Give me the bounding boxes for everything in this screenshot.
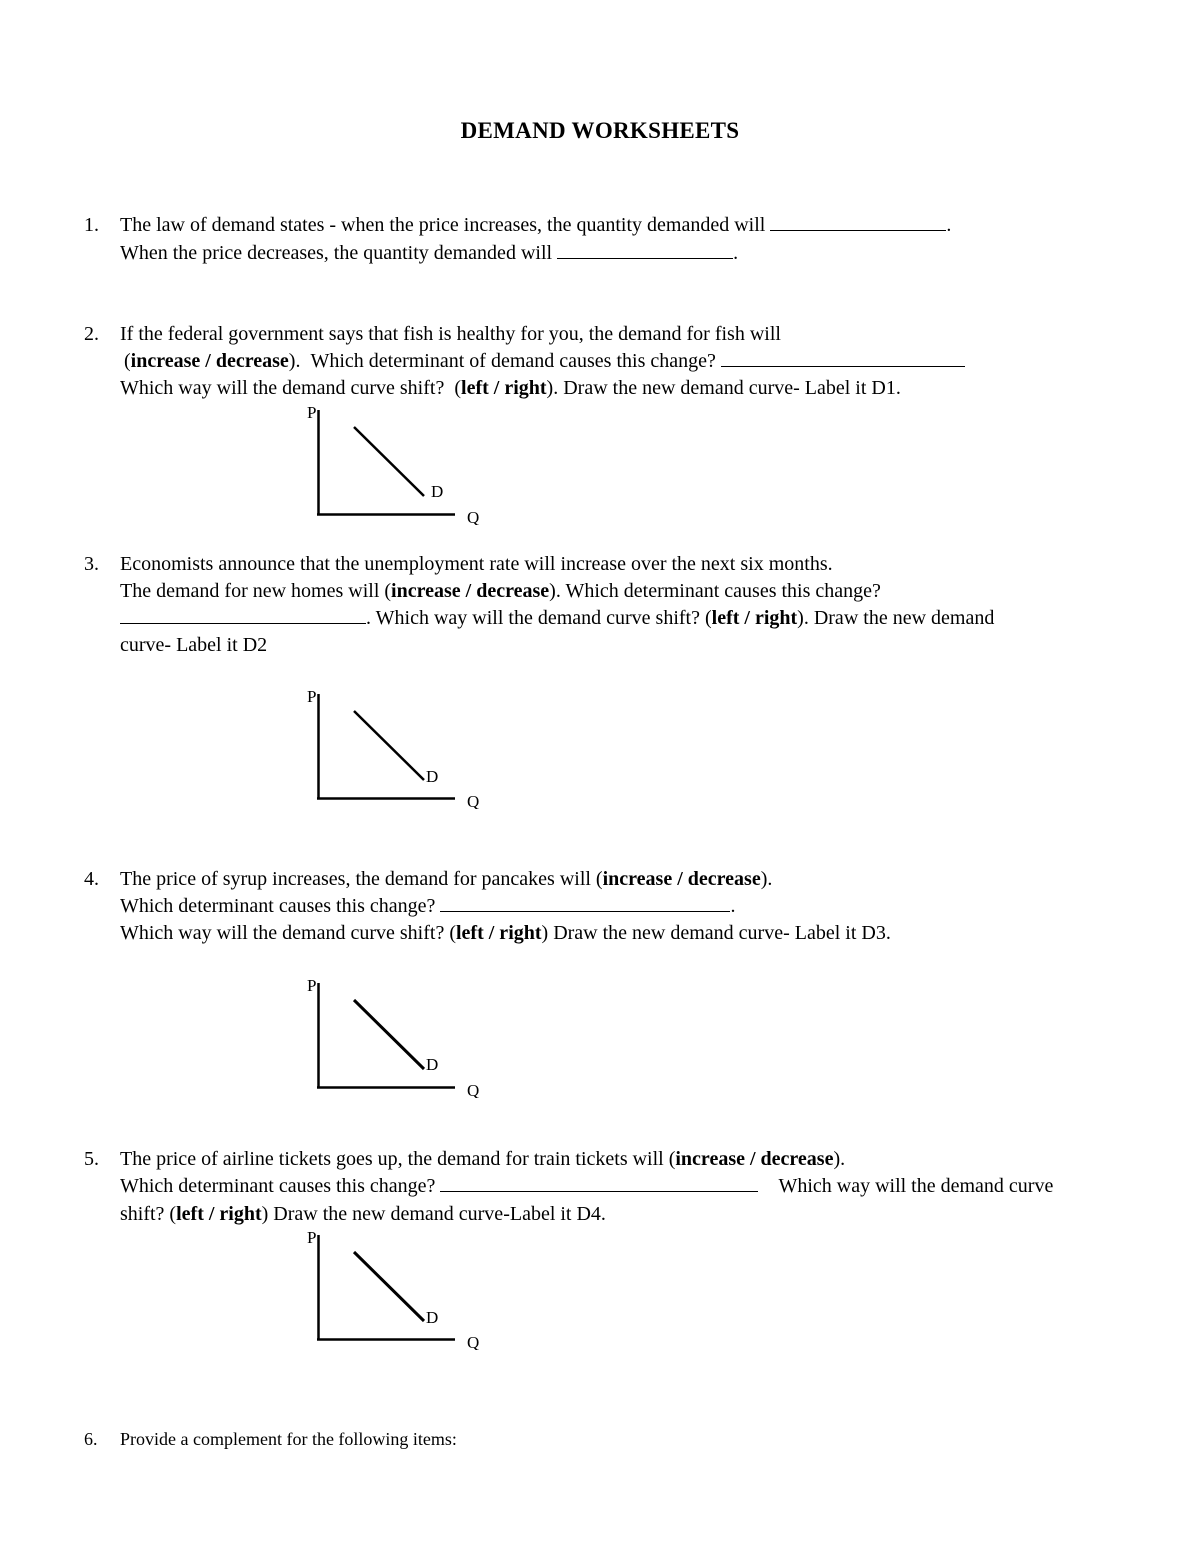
question-5-choice[interactable]: increase / decrease (675, 1148, 834, 1170)
demand-curve (354, 427, 424, 496)
question-2-text-4: Draw the new demand curve- Label it D1. (563, 377, 901, 399)
question-4-text: The price of syrup increases, the demand for pancakes will ( (120, 868, 603, 890)
price-axis-label: P (307, 976, 317, 995)
question-5-choice-2[interactable]: left / right (176, 1203, 262, 1225)
demand-curve-label: D (426, 1055, 439, 1074)
question-4-line-3 (120, 920, 891, 947)
question-5-number: 5. (84, 1148, 99, 1170)
demand-graph-2[interactable] (300, 684, 500, 809)
demand-curve (354, 711, 424, 780)
question-3-choice-2[interactable]: left / right (711, 607, 798, 629)
demand-graph-3[interactable] (300, 973, 500, 1098)
question-4-text-5: ) Draw the new demand curve- Label it D3. (541, 922, 891, 944)
question-2-line-3 (120, 375, 901, 402)
question-4-line-1 (120, 866, 772, 893)
demand-graph-1[interactable] (300, 400, 500, 525)
price-axis-label: P (307, 687, 317, 706)
question-2-line-2 (124, 348, 965, 375)
question-2-number: 2. (84, 323, 99, 345)
question-4-choice[interactable]: increase / decrease (602, 868, 761, 890)
question-3-text-5: ). Draw the new demand (797, 607, 995, 629)
paren: ( (124, 350, 131, 372)
price-axis-label: P (307, 403, 317, 422)
question-5-line-3 (120, 1201, 606, 1228)
question-3-text-2: The demand for new homes will ( (120, 580, 392, 602)
question-5-text: The price of airline tickets goes up, the demand for train tickets will ( (120, 1148, 676, 1170)
paren: ). (288, 350, 301, 372)
question-3-text: Economists announce that the unemployment rate will increase over the next six months. (120, 553, 833, 575)
paren: ( (454, 377, 462, 399)
question-4-number: 4. (84, 868, 99, 890)
question-2-text-3: Which way will the demand curve shift? (120, 377, 445, 399)
question-3-text-3: ). Which determinant causes this change? (549, 580, 881, 602)
question-4-text-2: ). (760, 868, 773, 890)
question-3-text-6: curve- Label it D2 (120, 634, 268, 656)
question-5-line-1 (120, 1146, 845, 1173)
question-4-text-4: Which way will the demand curve shift? ( (120, 922, 456, 944)
quantity-axis-label: Q (467, 508, 480, 525)
question-2-answer-blank[interactable] (721, 348, 965, 367)
question-4-answer-blank[interactable] (440, 893, 730, 912)
price-axis-label: P (307, 1228, 317, 1247)
question-5-text-2: ). (833, 1148, 846, 1170)
question-6-number: 6. (84, 1429, 98, 1449)
question-3-line-3 (120, 605, 994, 632)
question-6-text: Provide a complement for the following items: (120, 1429, 457, 1449)
demand-curve-label: D (431, 482, 444, 501)
question-4-text-3: Which determinant causes this change? (120, 895, 436, 917)
question-5-text-5: shift? ( (120, 1203, 177, 1225)
question-3-choice[interactable]: increase / decrease (391, 580, 550, 602)
demand-curve (354, 1252, 424, 1321)
question-3-line-4 (120, 632, 267, 659)
question-2-choice[interactable]: increase / decrease (130, 350, 289, 372)
question-2-text: If the federal government says that fish is healthy for you, the demand for fish will (120, 323, 781, 345)
question-5-text-4: Which way will the demand curve (778, 1175, 1054, 1197)
question-1-text: The law of demand states - when the price increases, the quantity demanded will (120, 214, 766, 236)
question-5-line-2 (120, 1173, 1053, 1200)
paren: ). (546, 377, 559, 399)
question-2-text-2: Which determinant of demand causes this change? (310, 350, 716, 372)
question-1-line-2 (120, 240, 738, 267)
question-1-number: 1. (84, 214, 99, 236)
question-3-text-4: . Which way will the demand curve shift? ( (366, 607, 712, 629)
question-6-line-1 (120, 1426, 457, 1453)
question-5-text-3: Which determinant causes this change? (120, 1175, 436, 1197)
question-3-number: 3. (84, 553, 99, 575)
page-title: DEMAND WORKSHEETS (460, 118, 740, 143)
demand-curve-label: D (426, 767, 439, 786)
question-4-choice-2[interactable]: left / right (456, 922, 542, 944)
question-1-answer-blank-1[interactable] (770, 212, 946, 231)
period: . (733, 242, 739, 264)
question-5-text-6: ) Draw the new demand curve-Label it D4. (261, 1203, 606, 1225)
question-3-line-2 (120, 578, 881, 605)
question-4-line-2: Which determinant causes this change? . (120, 895, 736, 917)
question-1-answer-blank-2[interactable] (557, 240, 733, 259)
quantity-axis-label: Q (467, 1333, 480, 1350)
question-3-answer-blank[interactable] (120, 605, 366, 624)
demand-graph-4[interactable] (300, 1225, 500, 1350)
period: . (946, 214, 952, 236)
demand-curve-label: D (426, 1308, 439, 1327)
quantity-axis-label: Q (467, 1081, 480, 1098)
demand-curve (354, 1000, 424, 1069)
question-2-line-1 (120, 321, 781, 348)
question-2-choice-2[interactable]: left / right (461, 377, 547, 399)
question-5-answer-blank[interactable] (440, 1173, 758, 1192)
question-3-line-1 (120, 551, 833, 578)
question-1-line-1 (120, 212, 951, 239)
quantity-axis-label: Q (467, 792, 480, 809)
question-1-text-2: When the price decreases, the quantity demanded will (120, 242, 553, 264)
